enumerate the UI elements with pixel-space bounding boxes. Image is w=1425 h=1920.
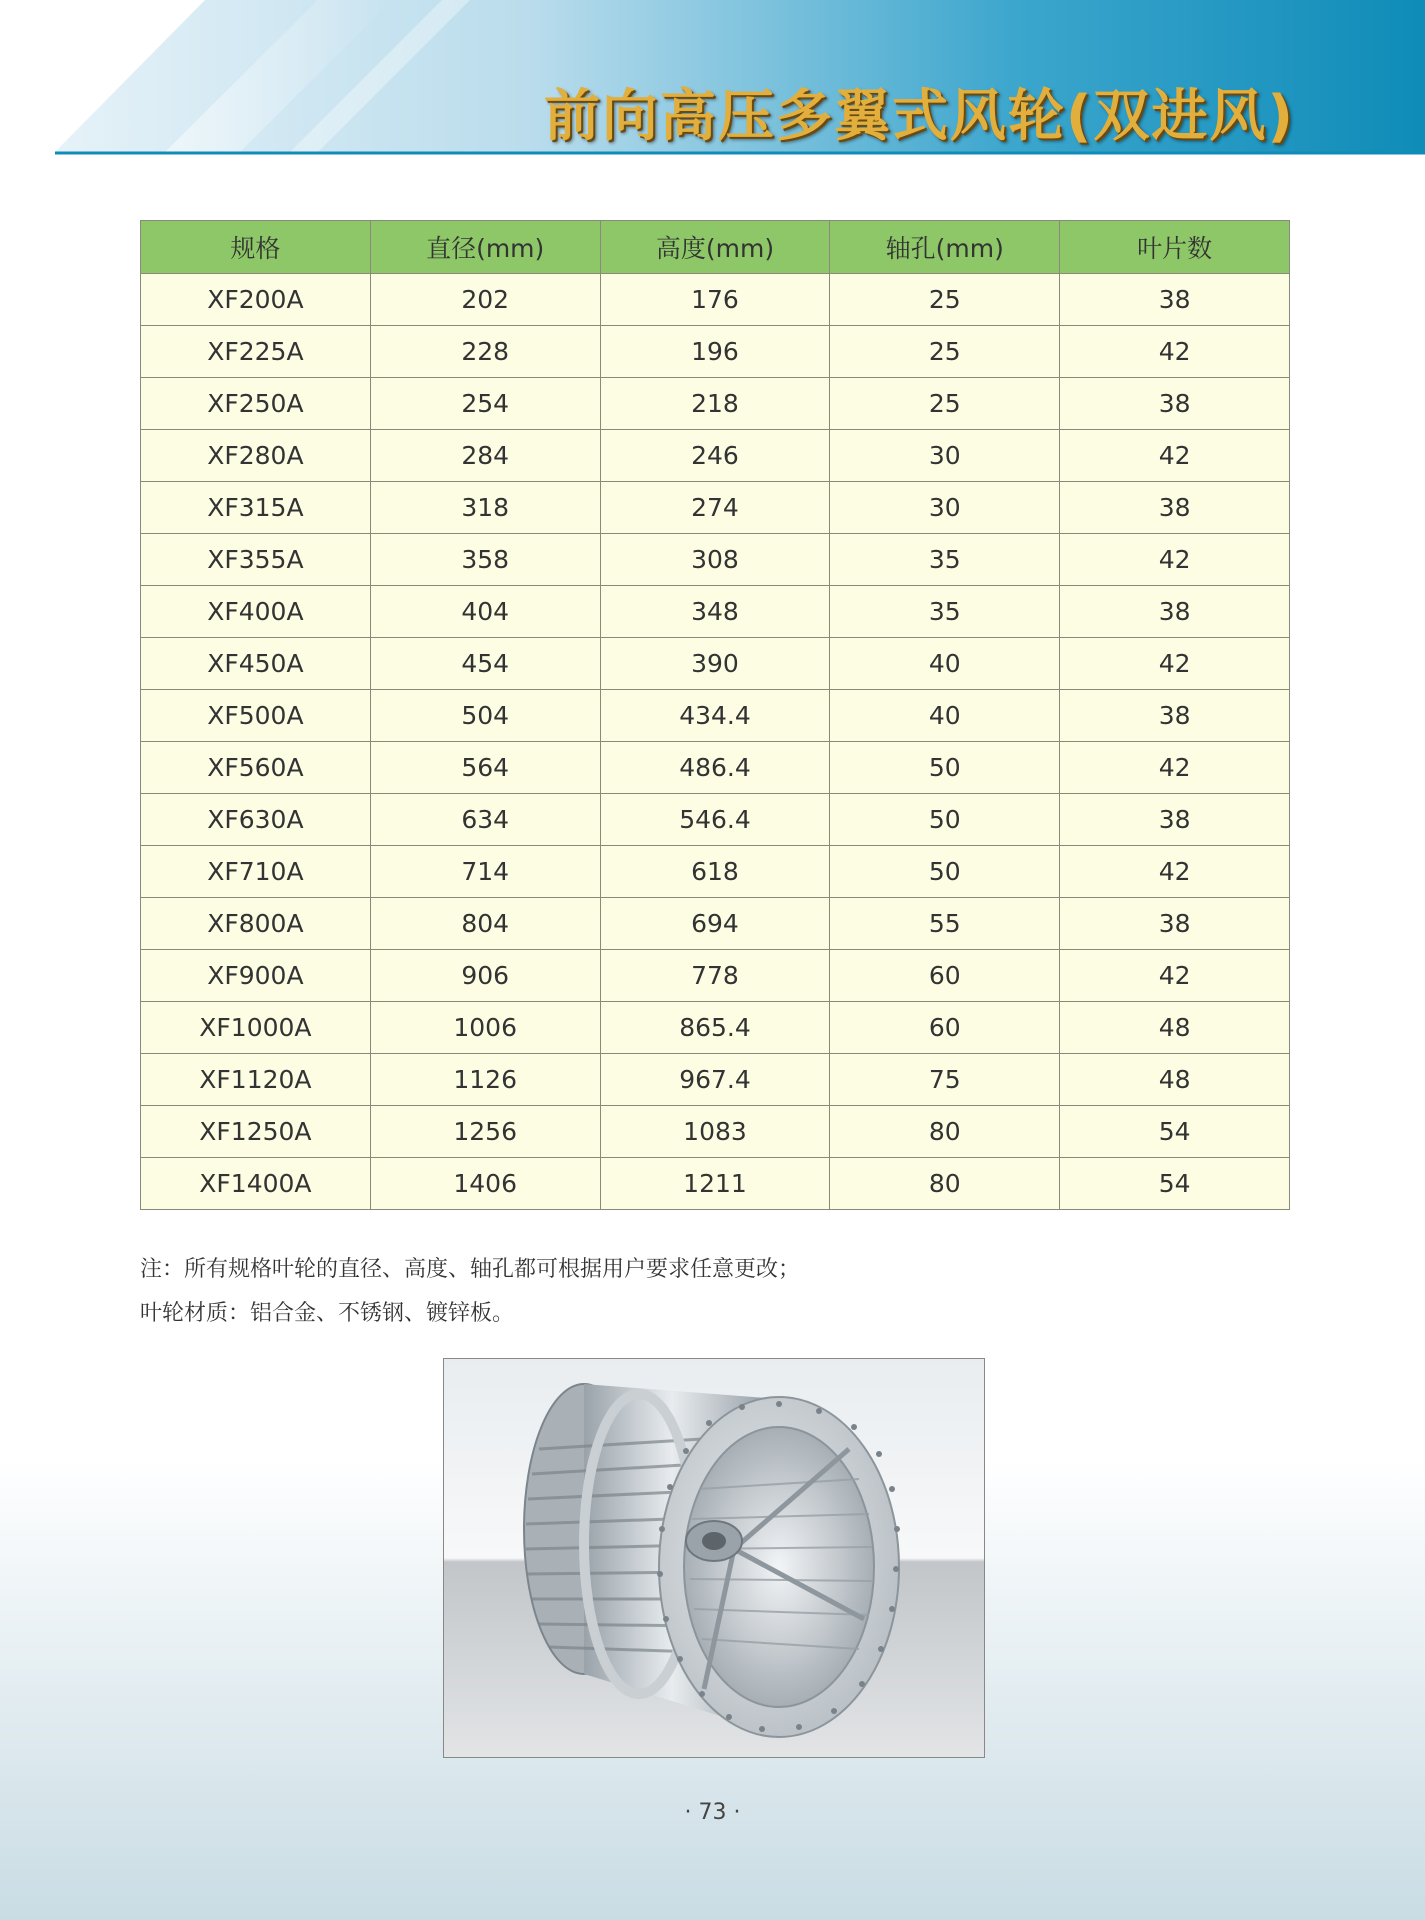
cell-height: 390 — [600, 638, 830, 690]
cell-model: XF400A — [141, 586, 371, 638]
table-row — [141, 794, 1290, 846]
cell-height: 546.4 — [600, 794, 830, 846]
cell-blade-count: 42 — [1060, 742, 1290, 794]
cell-height: 778 — [600, 950, 830, 1002]
cell-blade-count: 38 — [1060, 690, 1290, 742]
cell-height: 218 — [600, 378, 830, 430]
table-row — [141, 326, 1290, 378]
cell-blade-count: 42 — [1060, 638, 1290, 690]
column-header-diameter: 直径(mm) — [370, 221, 600, 274]
cell-shaft-hole: 25 — [830, 378, 1060, 430]
table-row — [141, 846, 1290, 898]
cell-shaft-hole: 30 — [830, 430, 1060, 482]
cell-shaft-hole: 60 — [830, 1002, 1060, 1054]
cell-model: XF450A — [141, 638, 371, 690]
cell-diameter: 804 — [370, 898, 600, 950]
cell-model: XF1400A — [141, 1158, 371, 1210]
cell-height: 486.4 — [600, 742, 830, 794]
cell-model: XF710A — [141, 846, 371, 898]
notes — [140, 1248, 800, 1336]
cell-model: XF630A — [141, 794, 371, 846]
cell-shaft-hole: 80 — [830, 1158, 1060, 1210]
cell-blade-count: 48 — [1060, 1054, 1290, 1106]
cell-diameter: 1006 — [370, 1002, 600, 1054]
cell-height: 865.4 — [600, 1002, 830, 1054]
spec-table — [140, 220, 1290, 1210]
cell-shaft-hole: 75 — [830, 1054, 1060, 1106]
cell-diameter: 634 — [370, 794, 600, 846]
table-header-row — [141, 221, 1290, 274]
cell-height: 176 — [600, 274, 830, 326]
note-customization: 注：所有规格叶轮的直径、高度、轴孔都可根据用户要求任意更改； — [140, 1257, 801, 1282]
table-row — [141, 378, 1290, 430]
cell-model: XF900A — [141, 950, 371, 1002]
cell-diameter: 254 — [370, 378, 600, 430]
cell-blade-count: 38 — [1060, 794, 1290, 846]
cell-blade-count: 42 — [1060, 534, 1290, 586]
cell-height: 434.4 — [600, 690, 830, 742]
cell-diameter: 1406 — [370, 1158, 600, 1210]
cell-diameter: 1126 — [370, 1054, 600, 1106]
cell-blade-count: 42 — [1060, 846, 1290, 898]
cell-diameter: 1256 — [370, 1106, 600, 1158]
cell-shaft-hole: 35 — [830, 534, 1060, 586]
cell-height: 1211 — [600, 1158, 830, 1210]
table-row — [141, 430, 1290, 482]
cell-model: XF225A — [141, 326, 371, 378]
header-banner — [0, 0, 1425, 155]
cell-height: 308 — [600, 534, 830, 586]
cell-model: XF1120A — [141, 1054, 371, 1106]
cell-height: 1083 — [600, 1106, 830, 1158]
cell-shaft-hole: 50 — [830, 846, 1060, 898]
table-row — [141, 1106, 1290, 1158]
table-row — [141, 690, 1290, 742]
note-materials: 叶轮材质：铝合金、不锈钢、镀锌板。 — [140, 1301, 515, 1326]
cell-blade-count: 42 — [1060, 430, 1290, 482]
table-row — [141, 482, 1290, 534]
column-header-blade-count: 叶片数 — [1060, 221, 1290, 274]
page-number: · 73 · — [684, 1800, 741, 1825]
cell-shaft-hole: 40 — [830, 690, 1060, 742]
column-header-shaft-hole: 轴孔(mm) — [830, 221, 1060, 274]
cell-blade-count: 38 — [1060, 274, 1290, 326]
cell-blade-count: 54 — [1060, 1106, 1290, 1158]
cell-model: XF355A — [141, 534, 371, 586]
product-photo — [443, 1358, 985, 1758]
cell-model: XF1250A — [141, 1106, 371, 1158]
fan-wheel-illustration — [444, 1359, 984, 1757]
cell-diameter: 454 — [370, 638, 600, 690]
cell-shaft-hole: 50 — [830, 742, 1060, 794]
cell-model: XF200A — [141, 274, 371, 326]
column-header-model: 规格 — [141, 221, 371, 274]
cell-blade-count: 42 — [1060, 950, 1290, 1002]
cell-diameter: 906 — [370, 950, 600, 1002]
cell-diameter: 284 — [370, 430, 600, 482]
table-row — [141, 638, 1290, 690]
table-row — [141, 742, 1290, 794]
cell-height: 348 — [600, 586, 830, 638]
cell-diameter: 714 — [370, 846, 600, 898]
table-row — [141, 274, 1290, 326]
cell-height: 196 — [600, 326, 830, 378]
cell-model: XF800A — [141, 898, 371, 950]
cell-shaft-hole: 25 — [830, 326, 1060, 378]
table-row — [141, 898, 1290, 950]
cell-height: 274 — [600, 482, 830, 534]
cell-blade-count: 38 — [1060, 898, 1290, 950]
cell-model: XF315A — [141, 482, 371, 534]
page-title: 前向高压多翼式风轮(双进风) — [543, 84, 1295, 149]
table-row — [141, 1054, 1290, 1106]
cell-diameter: 564 — [370, 742, 600, 794]
cell-height: 967.4 — [600, 1054, 830, 1106]
cell-model: XF1000A — [141, 1002, 371, 1054]
cell-model: XF280A — [141, 430, 371, 482]
cell-height: 618 — [600, 846, 830, 898]
cell-blade-count: 48 — [1060, 1002, 1290, 1054]
cell-shaft-hole: 60 — [830, 950, 1060, 1002]
table-row — [141, 950, 1290, 1002]
table-row — [141, 534, 1290, 586]
cell-shaft-hole: 50 — [830, 794, 1060, 846]
cell-blade-count: 38 — [1060, 378, 1290, 430]
cell-shaft-hole: 80 — [830, 1106, 1060, 1158]
cell-diameter: 504 — [370, 690, 600, 742]
cell-blade-count: 38 — [1060, 482, 1290, 534]
cell-blade-count: 38 — [1060, 586, 1290, 638]
table-row — [141, 586, 1290, 638]
cell-model: XF250A — [141, 378, 371, 430]
cell-shaft-hole: 30 — [830, 482, 1060, 534]
cell-shaft-hole: 25 — [830, 274, 1060, 326]
table-row — [141, 1002, 1290, 1054]
cell-model: XF500A — [141, 690, 371, 742]
table-row — [141, 1158, 1290, 1210]
cell-diameter: 202 — [370, 274, 600, 326]
cell-diameter: 318 — [370, 482, 600, 534]
cell-shaft-hole: 55 — [830, 898, 1060, 950]
cell-shaft-hole: 35 — [830, 586, 1060, 638]
cell-diameter: 228 — [370, 326, 600, 378]
cell-model: XF560A — [141, 742, 371, 794]
cell-height: 694 — [600, 898, 830, 950]
column-header-height: 高度(mm) — [600, 221, 830, 274]
cell-diameter: 404 — [370, 586, 600, 638]
cell-height: 246 — [600, 430, 830, 482]
cell-shaft-hole: 40 — [830, 638, 1060, 690]
cell-blade-count: 42 — [1060, 326, 1290, 378]
cell-blade-count: 54 — [1060, 1158, 1290, 1210]
cell-diameter: 358 — [370, 534, 600, 586]
